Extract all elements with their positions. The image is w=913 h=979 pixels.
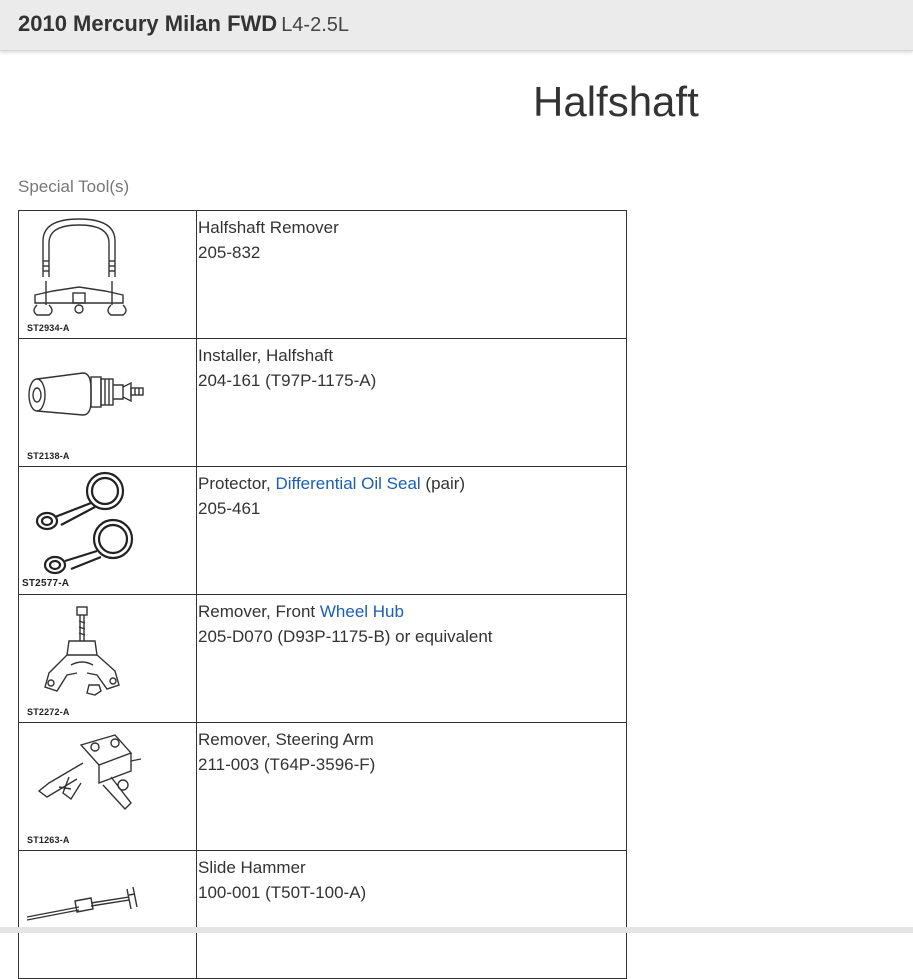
tool-part-number: 100-001 (T50T-100-A) <box>198 883 367 902</box>
tool-description-cell <box>197 339 627 467</box>
tool-name <box>198 727 626 752</box>
slide-hammer-icon <box>19 851 196 974</box>
vehicle-heading <box>18 11 349 37</box>
tool-part-number: 211-003 (T64P-3596-F) <box>198 755 376 774</box>
tool-code: ST2577-A <box>22 578 70 589</box>
tool-image-cell <box>19 339 197 467</box>
table-row <box>19 595 627 723</box>
tool-description-cell <box>197 211 627 339</box>
tool-name-text: Protector, <box>198 474 276 493</box>
wheel-hub-link[interactable]: Wheel Hub <box>319 602 404 621</box>
header-bar <box>0 0 913 51</box>
table-row <box>19 467 627 595</box>
table-row <box>19 339 627 467</box>
tool-name <box>198 599 626 624</box>
tool-name-text: Installer, Halfshaft <box>198 346 334 365</box>
tool-name <box>198 471 626 496</box>
tool-name <box>198 215 626 240</box>
tool-description-cell <box>197 467 627 595</box>
tool-name-text: Remover, Steering Arm <box>198 730 374 749</box>
wheel-hub-remover-icon <box>19 595 196 718</box>
page-title: Halfshaft <box>533 78 699 125</box>
tool-image-cell <box>19 595 197 723</box>
tool-part-number: 204-161 (T97P-1175-A) <box>198 371 377 390</box>
vehicle-name: 2010 Mercury Milan FWD <box>18 11 278 36</box>
tool-name-suffix: (pair) <box>420 474 466 493</box>
tool-image-cell <box>19 467 197 595</box>
halfshaft-installer-icon <box>19 339 196 462</box>
tool-name-text: Halfshaft Remover <box>198 218 339 237</box>
table-row <box>19 723 627 851</box>
section-label: Special Tool(s) <box>18 177 130 196</box>
special-tools-table <box>18 210 627 979</box>
tool-part-number: 205-832 <box>198 243 261 262</box>
tool-name <box>198 343 626 368</box>
tool-image-cell <box>19 211 197 339</box>
halfshaft-remover-icon <box>19 211 196 334</box>
tool-part-number: 205-461 <box>198 499 261 518</box>
tool-name <box>198 855 626 880</box>
tool-part-number: 205-D070 (D93P-1175-B) or equivalent <box>198 627 493 646</box>
tool-image-cell <box>19 723 197 851</box>
tool-image-cell <box>19 851 197 979</box>
steering-arm-remover-icon <box>19 723 196 846</box>
tool-code: ST2934-A <box>27 323 70 333</box>
tool-code: ST2272-A <box>27 707 70 717</box>
table-row <box>19 211 627 339</box>
bottom-scroll-strip <box>0 927 913 933</box>
tool-name-text: Slide Hammer <box>198 858 306 877</box>
tool-code: ST1263-A <box>27 835 70 845</box>
oil-seal-protector-icon <box>19 467 196 590</box>
differential-oil-seal-link[interactable]: Differential Oil Seal <box>275 474 421 493</box>
tool-description-cell <box>197 851 627 979</box>
tool-code: ST2138-A <box>27 451 70 461</box>
tool-description-cell <box>197 723 627 851</box>
table-row <box>19 851 627 979</box>
tool-description-cell <box>197 595 627 723</box>
vehicle-engine: L4-2.5L <box>281 14 350 36</box>
tool-name-text: Remover, Front <box>198 602 320 621</box>
